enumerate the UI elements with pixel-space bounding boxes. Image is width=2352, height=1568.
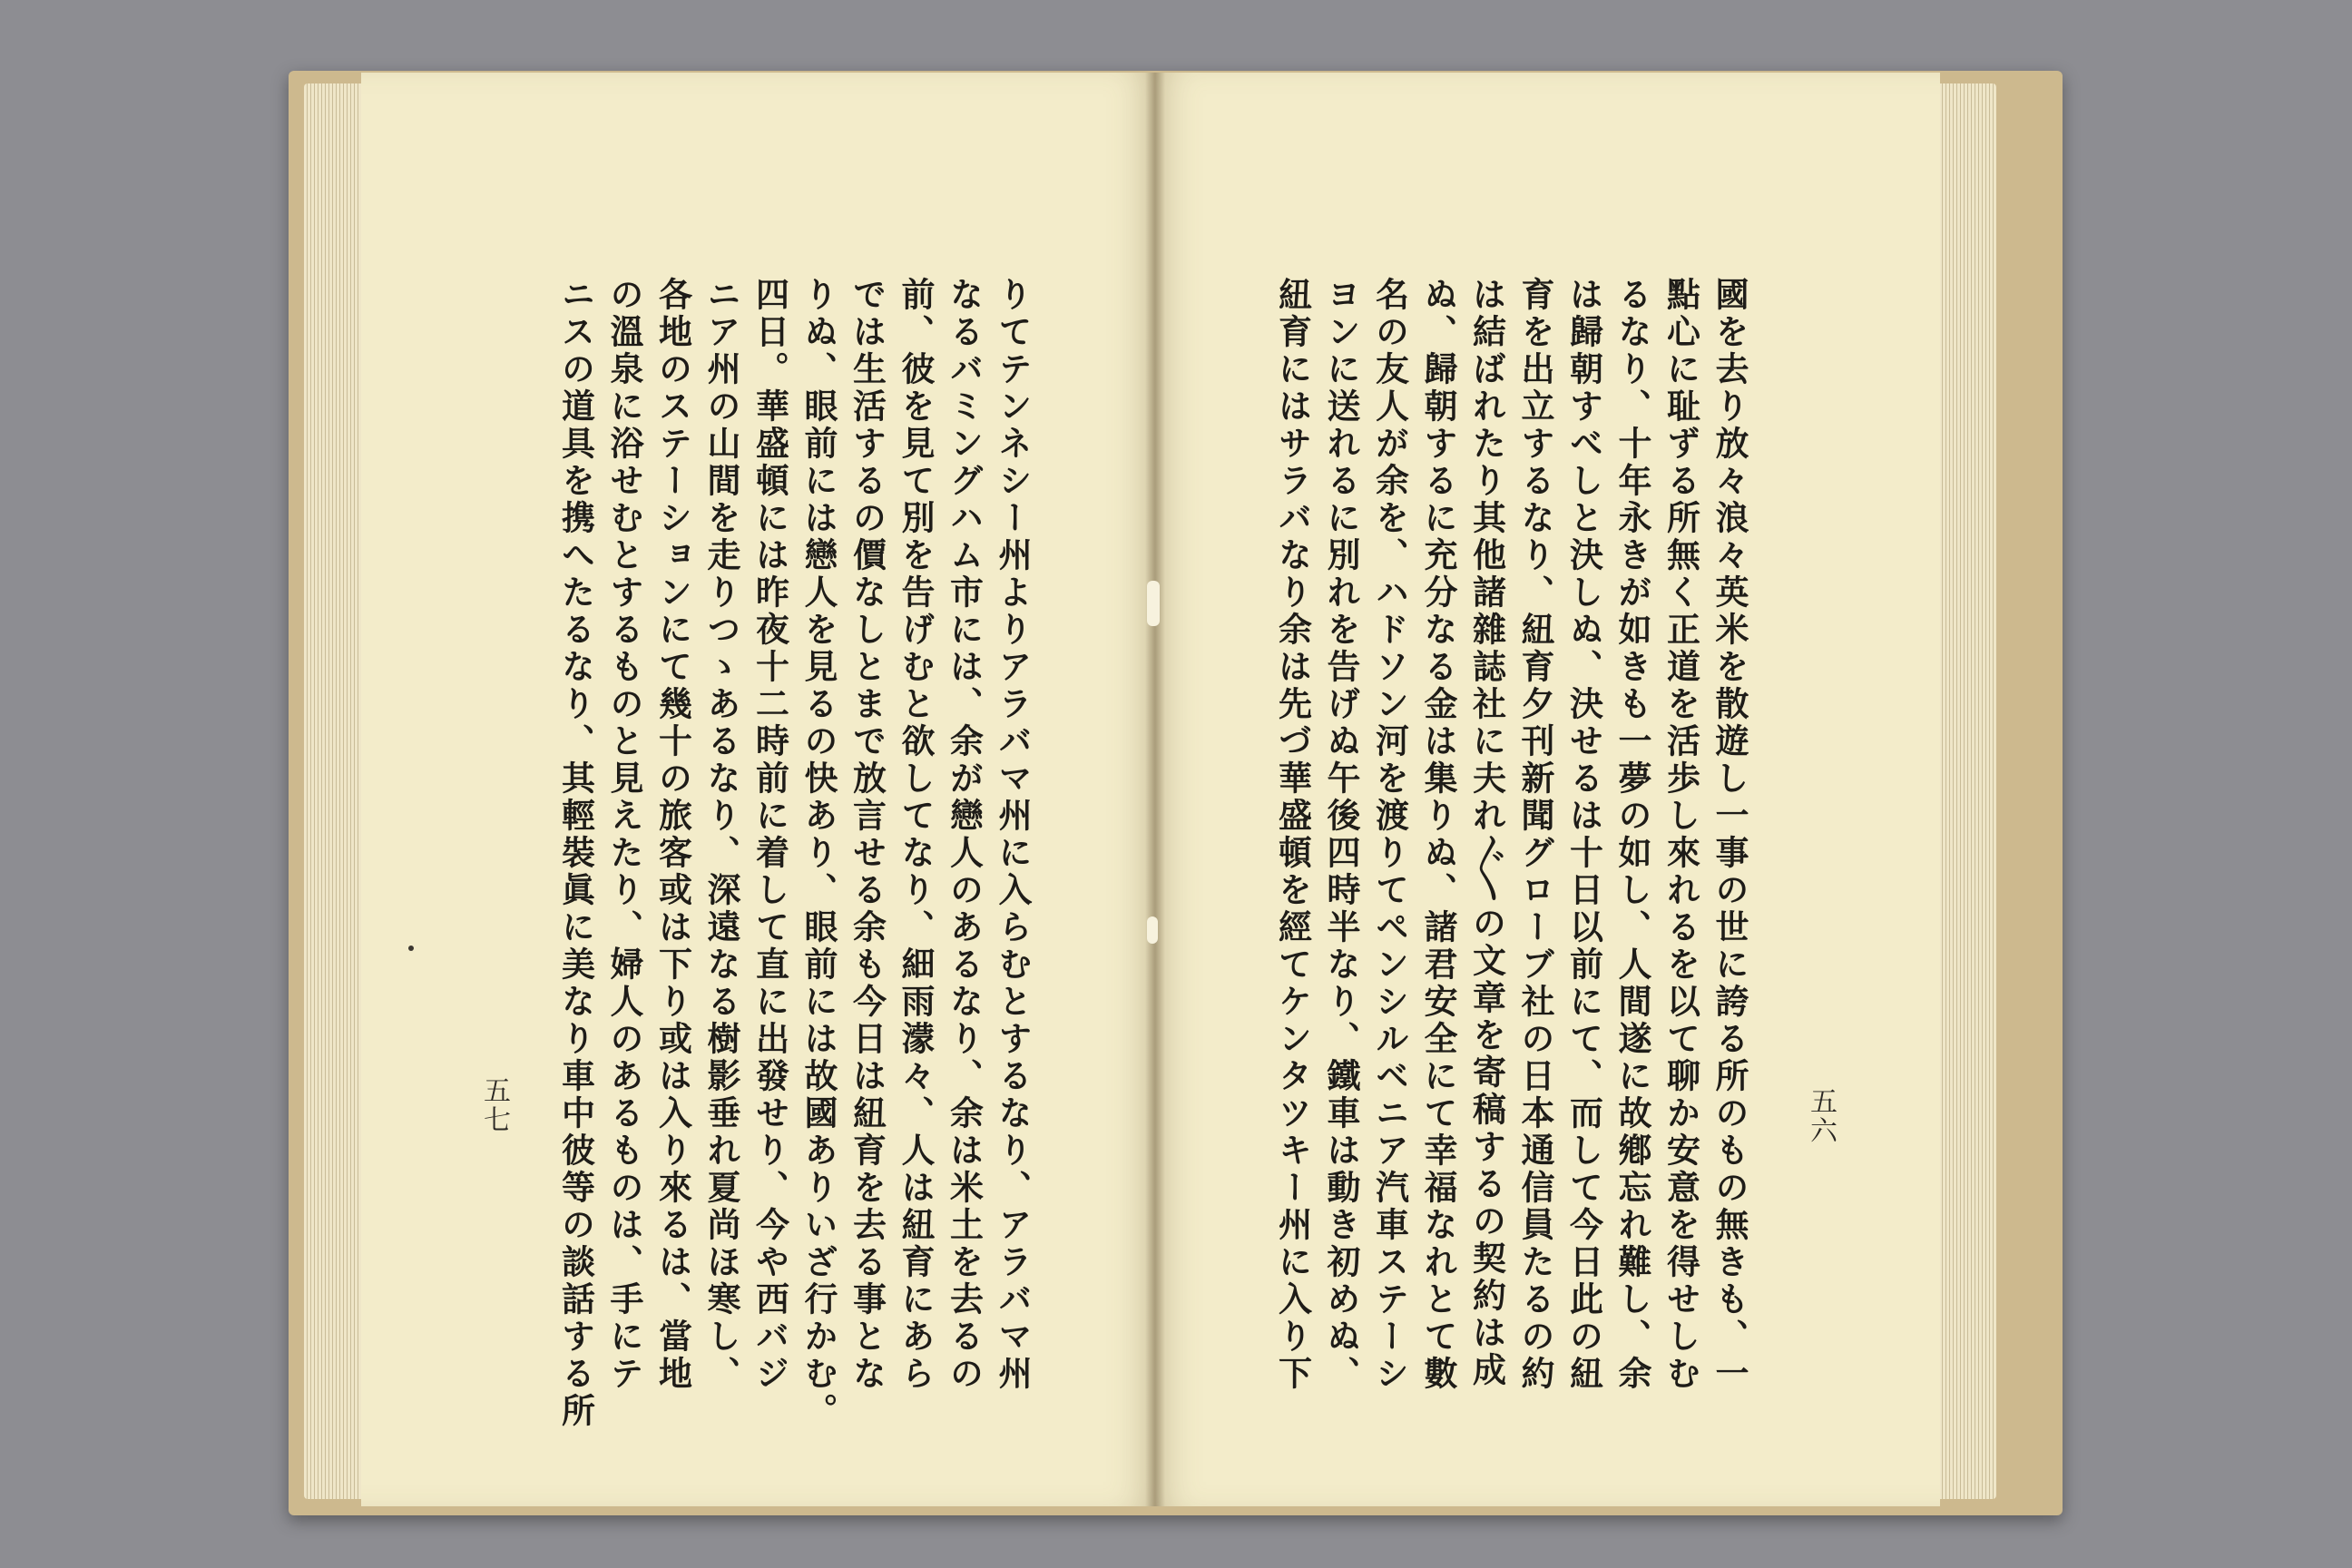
book-gutter: [1145, 73, 1165, 1506]
right-page-number: 五六: [1805, 1087, 1837, 1145]
page-edges-left: [304, 83, 368, 1499]
left-page-number: 五七: [478, 1076, 510, 1134]
gutter-tear: [1147, 916, 1158, 944]
gutter-tear: [1147, 581, 1160, 626]
right-page-text: 國を去り放々浪々英米を散遊し一事の世に誇る所のもの無きも、一 點心に耻ずる所無く正道を活歩し來れるを以て聊か安意を得せしむ るなり、十年永きが如きも一夢の如し、人間遂に故鄕忘れ難し、余 は歸朝すべしと決しぬ、決せるは十日以前にて、而して今日此の紐 育を出立するなり、紐育夕刊新聞グローブ社の日本通信員たるの約 は結ばれたり其他諸雜誌社に夫れ〴〵の文章を寄稿するの契約は成 ぬ、歸朝するに充分なる金は集りぬ、諸君安全にて幸福なれとて數 名の友人が余を、ハドソン河を渡りてペンシルベニア汽車ステーシ ヨンに送れるに別れを告げぬ午後四時半なり、鐵車は動き初めぬ、 紐育にはサラバなり余は先づ華盛頓を經てケンタツキー州に入り下: [1272, 277, 1749, 1393]
left-page-text: りてテンネシー州よりアラバマ州に入らむとするなり、アラバマ州 なるバミングハム市には、余が戀人のあるなり、余は米土を去るの 前、彼を見て別を告げむと欲してなり、細雨濛々、人は紐育にあら では生活するの價なしとまで放言せる余も今日は紐育を去る事とな りぬ、眼前には戀人を見るの快あり、眼前には故國ありいざ行かむ。 四日。華盛頓には昨夜十二時前に着して直に出發せり、今や西バジ ニア州の山間を走りつゝあるなり、深遠なる樹影垂れ夏尚ほ寒し、 各地のステーションにて幾十の旅客或は下り或は入り來るは、當地 の溫泉に浴せむとするものと見えたり、婦人のあるものは、手にテ ニスの道具を携へたるなり、其輕裝眞に美なり車中彼等の談話する所: [555, 277, 1033, 1430]
ink-speck: [408, 946, 414, 951]
